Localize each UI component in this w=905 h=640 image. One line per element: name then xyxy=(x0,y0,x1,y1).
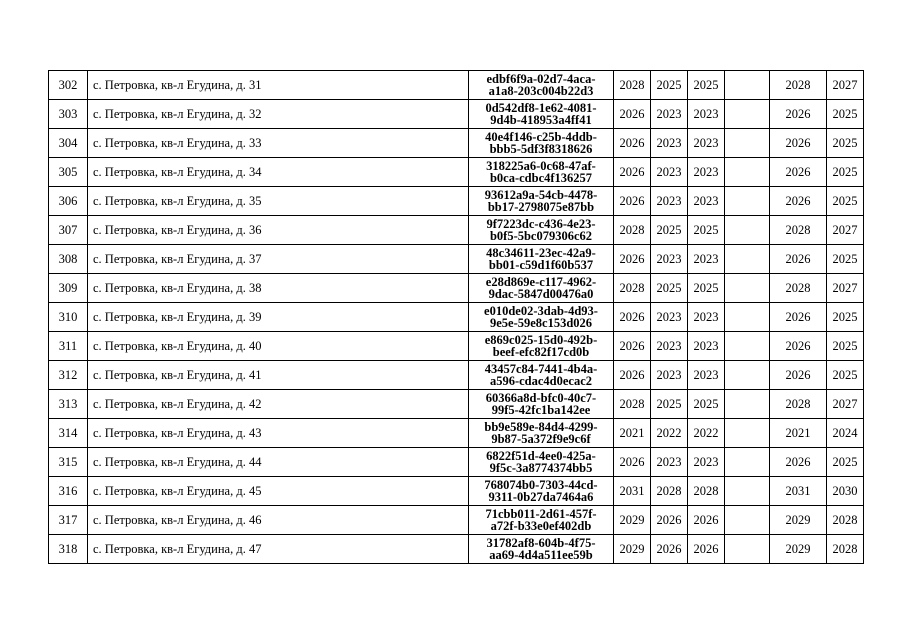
guid-line-1: e28d869e-c117-4962- xyxy=(485,274,597,289)
guid-line-1: 9f7223dc-c436-4e23- xyxy=(486,216,596,231)
year-cell-3: 2023 xyxy=(688,332,725,361)
year-cell-5: 2026 xyxy=(770,303,827,332)
year-cell-4 xyxy=(725,419,770,448)
year-cell-1: 2021 xyxy=(614,419,651,448)
guid-line-1: 93612a9a-54cb-4478- xyxy=(484,187,598,202)
guid-line-1: e010de02-3dab-4d93- xyxy=(484,303,598,318)
year-cell-5: 2028 xyxy=(770,274,827,303)
year-cell-3: 2023 xyxy=(688,448,725,477)
year-cell-1: 2028 xyxy=(614,71,651,100)
year-cell-5: 2026 xyxy=(770,100,827,129)
guid-line-2: 9e5e-59e8c153d026 xyxy=(489,316,593,330)
year-cell-6: 2025 xyxy=(827,332,864,361)
guid-line-2: aa69-4d4a511ee59b xyxy=(489,548,593,562)
address-cell: с. Петровка, кв-л Егудина, д. 32 xyxy=(88,100,469,129)
year-cell-5: 2026 xyxy=(770,361,827,390)
guid-line-1: 71cbb011-2d61-457f- xyxy=(485,506,597,521)
year-cell-3: 2023 xyxy=(688,245,725,274)
address-cell: с. Петровка, кв-л Егудина, д. 46 xyxy=(88,506,469,535)
guid-line-2: bb01-c59d1f60b537 xyxy=(488,258,594,272)
year-cell-4 xyxy=(725,71,770,100)
year-cell-6: 2024 xyxy=(827,419,864,448)
row-number: 313 xyxy=(49,390,88,419)
guid-line-2: 99f5-42fc1ba142ee xyxy=(491,403,591,417)
row-number: 314 xyxy=(49,419,88,448)
guid-cell xyxy=(469,332,614,361)
year-cell-2: 2023 xyxy=(651,448,688,477)
year-cell-2: 2023 xyxy=(651,303,688,332)
year-cell-3: 2026 xyxy=(688,506,725,535)
year-cell-4 xyxy=(725,245,770,274)
row-number: 306 xyxy=(49,187,88,216)
year-cell-6: 2025 xyxy=(827,245,864,274)
year-cell-6: 2025 xyxy=(827,303,864,332)
table-row xyxy=(49,100,864,129)
guid-line-2: a1a8-203c004b22d3 xyxy=(488,84,594,98)
year-cell-6: 2028 xyxy=(827,506,864,535)
year-cell-6: 2025 xyxy=(827,158,864,187)
year-cell-3: 2028 xyxy=(688,477,725,506)
year-cell-6: 2027 xyxy=(827,390,864,419)
year-cell-6: 2027 xyxy=(827,274,864,303)
guid-cell xyxy=(469,158,614,187)
year-cell-4 xyxy=(725,332,770,361)
guid-line-2: b0f5-5bc079306c62 xyxy=(489,229,593,243)
table-row xyxy=(49,332,864,361)
address-cell: с. Петровка, кв-л Егудина, д. 40 xyxy=(88,332,469,361)
guid-cell xyxy=(469,477,614,506)
address-cell: с. Петровка, кв-л Егудина, д. 38 xyxy=(88,274,469,303)
table-row xyxy=(49,535,864,564)
year-cell-1: 2026 xyxy=(614,448,651,477)
row-number: 308 xyxy=(49,245,88,274)
year-cell-6: 2027 xyxy=(827,216,864,245)
row-number: 302 xyxy=(49,71,88,100)
row-number: 307 xyxy=(49,216,88,245)
year-cell-1: 2031 xyxy=(614,477,651,506)
year-cell-2: 2025 xyxy=(651,390,688,419)
year-cell-3: 2025 xyxy=(688,274,725,303)
guid-line-1: edbf6f9a-02d7-4aca- xyxy=(486,71,596,86)
row-number: 311 xyxy=(49,332,88,361)
year-cell-3: 2026 xyxy=(688,535,725,564)
year-cell-1: 2028 xyxy=(614,390,651,419)
year-cell-4 xyxy=(725,158,770,187)
address-cell: с. Петровка, кв-л Егудина, д. 39 xyxy=(88,303,469,332)
address-cell: с. Петровка, кв-л Егудина, д. 35 xyxy=(88,187,469,216)
guid-line-2: 9dac-5847d00476a0 xyxy=(488,287,594,301)
houses-table xyxy=(48,70,864,564)
year-cell-1: 2026 xyxy=(614,245,651,274)
row-number: 317 xyxy=(49,506,88,535)
guid-line-1: 768074b0-7303-44cd- xyxy=(484,477,598,492)
table-row xyxy=(49,477,864,506)
year-cell-1: 2029 xyxy=(614,506,651,535)
guid-cell xyxy=(469,100,614,129)
table-row xyxy=(49,361,864,390)
guid-line-2: a596-cdac4d0ecac2 xyxy=(489,374,593,388)
year-cell-2: 2025 xyxy=(651,216,688,245)
table-row xyxy=(49,71,864,100)
table-row xyxy=(49,245,864,274)
table-row xyxy=(49,187,864,216)
row-number: 305 xyxy=(49,158,88,187)
year-cell-3: 2023 xyxy=(688,187,725,216)
table-row xyxy=(49,216,864,245)
year-cell-6: 2028 xyxy=(827,535,864,564)
guid-cell xyxy=(469,71,614,100)
year-cell-5: 2028 xyxy=(770,216,827,245)
address-cell: с. Петровка, кв-л Егудина, д. 47 xyxy=(88,535,469,564)
guid-cell xyxy=(469,245,614,274)
guid-line-2: 9d4b-418953a4ff41 xyxy=(490,113,592,127)
address-cell: с. Петровка, кв-л Егудина, д. 34 xyxy=(88,158,469,187)
row-number: 312 xyxy=(49,361,88,390)
row-number: 315 xyxy=(49,448,88,477)
year-cell-2: 2023 xyxy=(651,332,688,361)
year-cell-4 xyxy=(725,216,770,245)
guid-cell xyxy=(469,303,614,332)
year-cell-1: 2026 xyxy=(614,303,651,332)
year-cell-6: 2030 xyxy=(827,477,864,506)
year-cell-4 xyxy=(725,448,770,477)
year-cell-2: 2023 xyxy=(651,129,688,158)
year-cell-5: 2026 xyxy=(770,448,827,477)
address-cell: с. Петровка, кв-л Егудина, д. 41 xyxy=(88,361,469,390)
year-cell-2: 2023 xyxy=(651,361,688,390)
guid-cell xyxy=(469,419,614,448)
year-cell-1: 2026 xyxy=(614,100,651,129)
year-cell-2: 2026 xyxy=(651,535,688,564)
guid-line-2: 9f5c-3a8774374bb5 xyxy=(489,461,593,475)
table-row xyxy=(49,448,864,477)
guid-cell xyxy=(469,390,614,419)
year-cell-4 xyxy=(725,477,770,506)
year-cell-1: 2026 xyxy=(614,129,651,158)
year-cell-1: 2026 xyxy=(614,187,651,216)
guid-line-1: 60366a8d-bfc0-40c7- xyxy=(485,390,597,405)
guid-line-2: b0ca-cdbc4f136257 xyxy=(489,171,593,185)
year-cell-2: 2025 xyxy=(651,274,688,303)
row-number: 304 xyxy=(49,129,88,158)
table-body xyxy=(49,71,864,564)
guid-line-2: bb17-2798075e87bb xyxy=(487,200,595,214)
guid-line-2: bbb5-5df3f8318626 xyxy=(489,142,593,156)
year-cell-5: 2026 xyxy=(770,332,827,361)
guid-line-1: 43457c84-7441-4b4a- xyxy=(484,361,598,376)
year-cell-5: 2026 xyxy=(770,245,827,274)
year-cell-5: 2026 xyxy=(770,158,827,187)
year-cell-4 xyxy=(725,361,770,390)
address-cell: с. Петровка, кв-л Егудина, д. 44 xyxy=(88,448,469,477)
guid-cell xyxy=(469,274,614,303)
address-cell: с. Петровка, кв-л Егудина, д. 45 xyxy=(88,477,469,506)
year-cell-4 xyxy=(725,506,770,535)
table-row xyxy=(49,506,864,535)
year-cell-4 xyxy=(725,100,770,129)
table-row xyxy=(49,129,864,158)
year-cell-2: 2025 xyxy=(651,71,688,100)
year-cell-2: 2023 xyxy=(651,245,688,274)
year-cell-4 xyxy=(725,303,770,332)
year-cell-3: 2025 xyxy=(688,216,725,245)
table-row xyxy=(49,274,864,303)
year-cell-4 xyxy=(725,274,770,303)
guid-cell xyxy=(469,448,614,477)
year-cell-1: 2028 xyxy=(614,274,651,303)
year-cell-5: 2028 xyxy=(770,390,827,419)
year-cell-2: 2023 xyxy=(651,100,688,129)
year-cell-6: 2025 xyxy=(827,100,864,129)
guid-line-1: 0d542df8-1e62-4081- xyxy=(485,100,597,115)
row-number: 303 xyxy=(49,100,88,129)
year-cell-3: 2025 xyxy=(688,390,725,419)
year-cell-2: 2022 xyxy=(651,419,688,448)
year-cell-2: 2026 xyxy=(651,506,688,535)
year-cell-6: 2027 xyxy=(827,71,864,100)
row-number: 318 xyxy=(49,535,88,564)
year-cell-2: 2023 xyxy=(651,187,688,216)
guid-cell xyxy=(469,535,614,564)
year-cell-4 xyxy=(725,390,770,419)
table-row xyxy=(49,158,864,187)
year-cell-4 xyxy=(725,129,770,158)
year-cell-3: 2023 xyxy=(688,303,725,332)
year-cell-3: 2023 xyxy=(688,158,725,187)
year-cell-1: 2029 xyxy=(614,535,651,564)
address-cell: с. Петровка, кв-л Егудина, д. 31 xyxy=(88,71,469,100)
guid-cell xyxy=(469,361,614,390)
guid-cell xyxy=(469,506,614,535)
guid-line-2: 9311-0b27da7464a6 xyxy=(488,490,594,504)
address-cell: с. Петровка, кв-л Егудина, д. 37 xyxy=(88,245,469,274)
guid-cell xyxy=(469,216,614,245)
guid-line-1: 318225a6-0c68-47af- xyxy=(486,158,596,173)
row-number: 316 xyxy=(49,477,88,506)
address-cell: с. Петровка, кв-л Егудина, д. 33 xyxy=(88,129,469,158)
year-cell-3: 2025 xyxy=(688,71,725,100)
year-cell-3: 2023 xyxy=(688,361,725,390)
table-row xyxy=(49,303,864,332)
guid-cell xyxy=(469,187,614,216)
guid-line-2: 9b87-5a372f9e9c6f xyxy=(491,432,591,446)
address-cell: с. Петровка, кв-л Егудина, д. 43 xyxy=(88,419,469,448)
year-cell-6: 2025 xyxy=(827,361,864,390)
guid-line-1: bb9e589e-84d4-4299- xyxy=(484,419,598,434)
year-cell-1: 2028 xyxy=(614,216,651,245)
year-cell-5: 2029 xyxy=(770,506,827,535)
year-cell-6: 2025 xyxy=(827,448,864,477)
row-number: 310 xyxy=(49,303,88,332)
address-cell: с. Петровка, кв-л Егудина, д. 36 xyxy=(88,216,469,245)
guid-line-1: 40e4f146-c25b-4ddb- xyxy=(485,129,597,144)
guid-line-2: a72f-b33e0ef402db xyxy=(490,519,592,533)
year-cell-1: 2026 xyxy=(614,361,651,390)
year-cell-3: 2023 xyxy=(688,100,725,129)
guid-cell xyxy=(469,129,614,158)
year-cell-5: 2026 xyxy=(770,187,827,216)
year-cell-4 xyxy=(725,187,770,216)
year-cell-1: 2026 xyxy=(614,332,651,361)
table-row xyxy=(49,390,864,419)
table-row xyxy=(49,419,864,448)
row-number: 309 xyxy=(49,274,88,303)
year-cell-3: 2022 xyxy=(688,419,725,448)
guid-line-1: 31782af8-604b-4f75- xyxy=(486,535,596,550)
year-cell-2: 2028 xyxy=(651,477,688,506)
guid-line-1: 48c34611-23ec-42a9- xyxy=(486,245,596,260)
guid-line-1: e869c025-15d0-492b- xyxy=(484,332,598,347)
year-cell-3: 2023 xyxy=(688,129,725,158)
year-cell-1: 2026 xyxy=(614,158,651,187)
year-cell-5: 2029 xyxy=(770,535,827,564)
year-cell-5: 2031 xyxy=(770,477,827,506)
year-cell-5: 2021 xyxy=(770,419,827,448)
year-cell-6: 2025 xyxy=(827,129,864,158)
year-cell-6: 2025 xyxy=(827,187,864,216)
address-cell: с. Петровка, кв-л Егудина, д. 42 xyxy=(88,390,469,419)
year-cell-5: 2026 xyxy=(770,129,827,158)
year-cell-4 xyxy=(725,535,770,564)
guid-line-2: beef-efc82f17cd0b xyxy=(492,345,590,359)
year-cell-2: 2023 xyxy=(651,158,688,187)
year-cell-5: 2028 xyxy=(770,71,827,100)
guid-line-1: 6822f51d-4ee0-425a- xyxy=(486,448,596,463)
